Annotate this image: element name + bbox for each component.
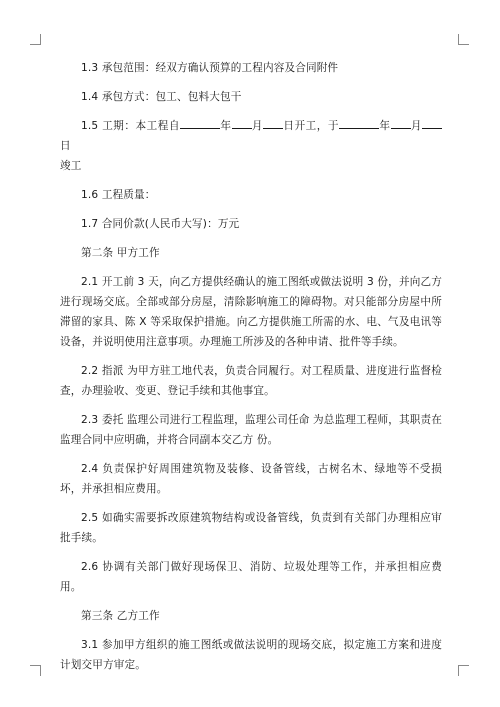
clause-1-5	[60, 116, 442, 176]
start-day-blank	[263, 116, 283, 129]
clause-2-6: 2.6 协调有关部门做好现场保卫、消防、垃圾处理等工作，并承担相应费用。	[60, 561, 442, 593]
crop-mark-top-right	[458, 34, 469, 45]
clause-1-4: 1.4 承包方式：包工、包料大包干	[81, 91, 242, 103]
end-year-blank	[339, 116, 379, 129]
clause-3-1: 3.1 参加甲方组织的施工图纸或做法说明的现场交底，拟定施工方案和进度计划交甲方审定。	[60, 639, 442, 671]
crop-mark-bottom-left	[30, 665, 41, 676]
crop-mark-top-left	[30, 34, 41, 45]
end-year-label: 年	[379, 120, 391, 132]
document-body	[60, 58, 442, 684]
clause-1-5-prefix: 1.5 工期：本工程自	[81, 120, 181, 132]
clause-2-2: 2.2 指派 为甲方驻工地代表，负责合同履行。对工程质量、进度进行监督检查，办理验收、变更、登记手续和其他事宜。	[60, 365, 442, 397]
end-day-label: 日	[60, 140, 71, 152]
start-year-label: 年	[220, 120, 232, 132]
end-month-label: 月	[410, 120, 422, 132]
clause-2-3: 2.3 委托 监理公司进行工程监理，监理公司任命 为总监理工程师，其职责在监理合同中应明确，并将合同副本交乙方 份。	[60, 414, 442, 446]
crop-mark-bottom-right	[458, 665, 469, 676]
start-year-blank	[180, 116, 220, 129]
clause-2-5: 2.5 如确实需要拆改原建筑物结构或设备管线，负责到有关部门办理相应审批手续。	[60, 512, 442, 544]
clause-1-3: 1.3 承包范围：经双方确认预算的工程内容及合同附件	[81, 62, 339, 74]
clause-1-6: 1.6 工程质量：	[81, 189, 156, 201]
clause-2-1: 2.1 开工前 3 天，向乙方提供经确认的施工图纸或做法说明 3 份，并向乙方进行现场交底。全部或部分房屋，清除影响施工的障碍物。对只能部分房屋中所滞留的家具、陈 X 等采取保护措施。向乙方提供施工所需的水、电、气及电讯等设备，并说明使用注意事项。办理施工所涉及的各种申请、批件等手续。	[60, 276, 442, 348]
end-month-blank	[391, 116, 411, 129]
start-month-blank	[232, 116, 252, 129]
completion-label: 竣工	[60, 160, 82, 172]
end-day-blank	[422, 116, 442, 129]
section-3-heading: 第三条 乙方工作	[81, 610, 160, 622]
clause-2-4: 2.4 负责保护好周围建筑物及装修、设备管线，古树名木、绿地等不受损坏，并承担相应费用。	[60, 463, 442, 495]
clause-1-7: 1.7 合同价款(人民币大写)：万元	[81, 218, 240, 230]
section-2-heading: 第二条 甲方工作	[81, 247, 160, 259]
start-day-label: 日开工，于	[283, 120, 339, 132]
start-month-label: 月	[251, 120, 264, 132]
